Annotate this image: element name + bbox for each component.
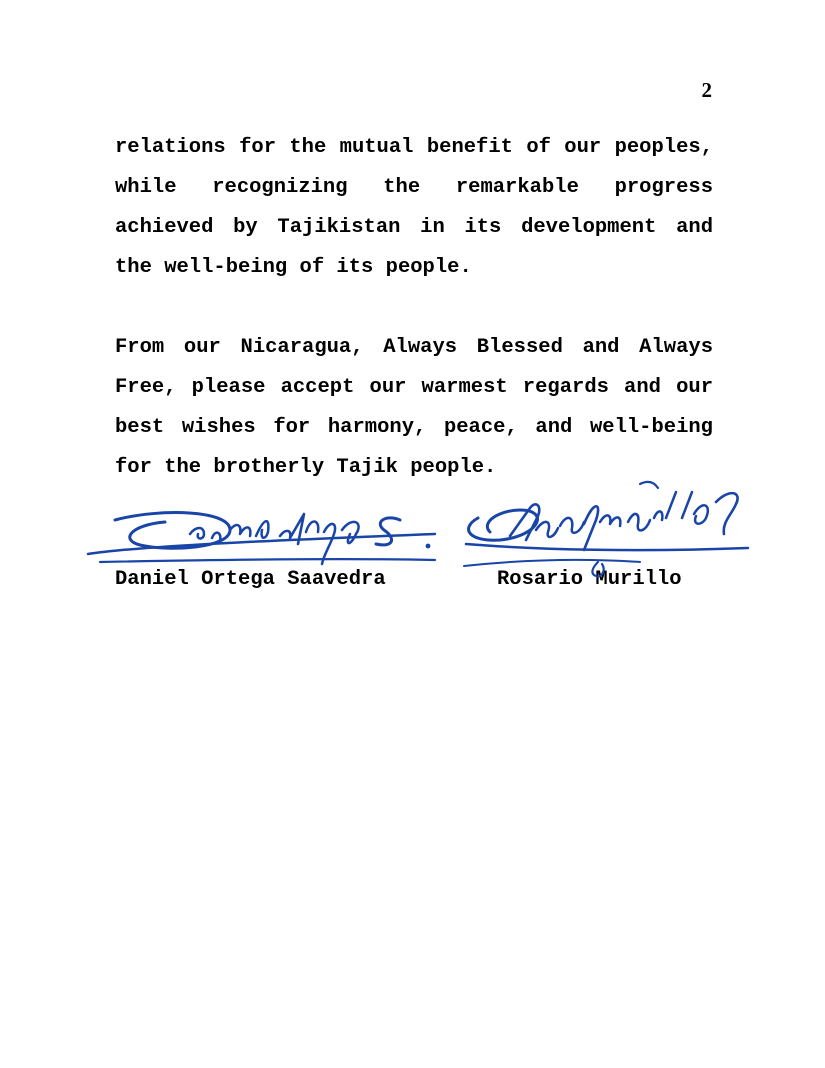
signatory-name-daniel-ortega: Daniel Ortega Saavedra xyxy=(115,568,386,591)
page-number: 2 xyxy=(701,78,712,102)
signature-daniel-ortega xyxy=(88,513,435,564)
body-paragraph-2: From our Nicaragua, Always Blessed and Always Free, please accept our warmest regards and our best wishes for harmony, peace, and well-being for the brotherly Tajik people. xyxy=(115,336,713,479)
body-paragraph-1: relations for the mutual benefit of our peoples, while recognizing the remarkable progress achieved by Tajikistan in its development and the well-being of its people. xyxy=(115,136,713,279)
signatory-name-rosario-murillo: Rosario Murillo xyxy=(497,568,682,591)
signature-rosario-murillo xyxy=(464,482,748,576)
handwritten-signatures xyxy=(80,470,770,600)
